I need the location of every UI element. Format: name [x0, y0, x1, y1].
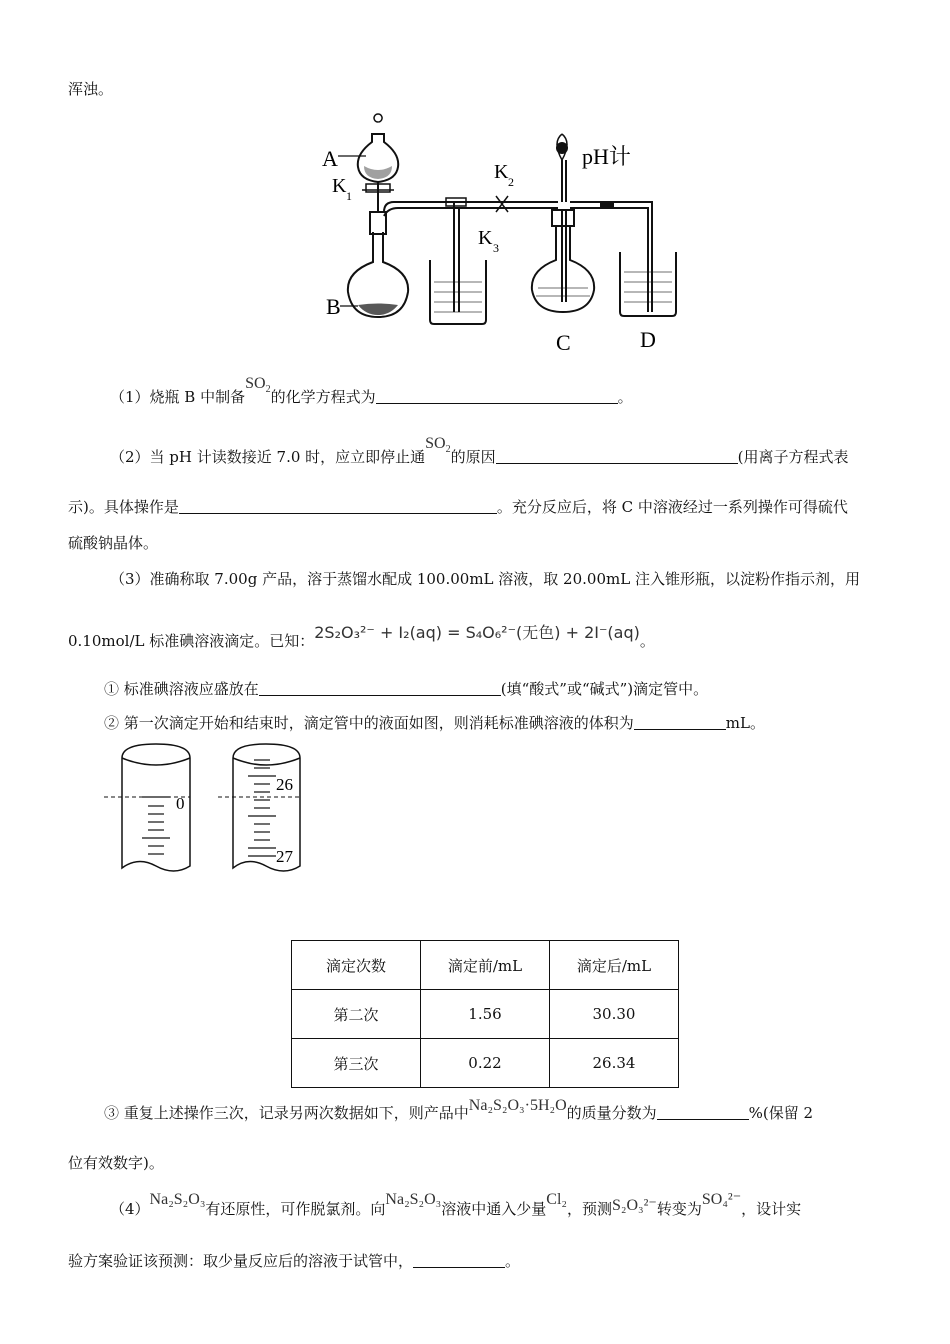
question-3-line1: （3）准确称取 7.00g 产品，溶于蒸馏水配成 100.00mL 溶液，取 20.00mL 注入锥形瓶，以淀粉作指示剂，用	[110, 570, 860, 588]
table-cell: 30.30	[550, 990, 679, 1039]
question-1: （1）烧瓶 B 中制备$SO_2$的化学方程式为 。	[110, 375, 633, 406]
svg-text:2: 2	[508, 175, 514, 189]
question-3-sub2: ② 第一次滴定开始和结束时，滴定管中的液面如图，则消耗标准碘溶液的体积为 mL。	[104, 714, 765, 732]
label-K2: K	[494, 161, 509, 183]
label-A: A	[322, 146, 338, 171]
svg-text:1: 1	[346, 189, 352, 203]
apparatus-diagram	[318, 112, 678, 357]
table-header: 滴定次数	[292, 941, 421, 990]
table-cell: 1.56	[421, 990, 550, 1039]
answer-blank-1[interactable]	[376, 389, 618, 404]
table-row	[292, 990, 679, 1039]
question-3-sub3-line2: 位有效数字)。	[68, 1154, 164, 1172]
table-cell: 0.22	[421, 1039, 550, 1088]
label-K3: K	[478, 227, 493, 249]
label-K1: K	[332, 175, 347, 197]
label-ph-meter: pH计	[582, 144, 631, 169]
table-cell: 第二次	[292, 990, 421, 1039]
label-B: B	[326, 294, 341, 319]
question-2-line2: 示)。具体操作是 。充分反应后，将 C 中溶液经过一系列操作可得硫代	[68, 498, 848, 516]
titration-data-table	[291, 940, 679, 1088]
svg-text:3: 3	[493, 241, 499, 255]
burette-right-top-label: 26	[276, 775, 293, 794]
burette-left-label: 0	[176, 794, 185, 813]
burette-diagram	[100, 740, 310, 880]
question-3-sub1: ① 标准碘溶液应盛放在 (填“酸式”或“碱式”)滴定管中。	[104, 680, 709, 698]
question-3-sub3: ③ 重复上述操作三次，记录另两次数据如下，则产品中Na₂S₂O₃·5H₂O的质量分数为 %(保留 2	[104, 1097, 814, 1122]
table-row	[292, 1039, 679, 1088]
question-4-line1: （4）Na₂S₂O₃有还原性，可作脱氯剂。向Na₂S₂O₃溶液中通入少量Cl₂，预测S₂O₃²⁻转变为SO₄²⁻，设计实	[110, 1191, 802, 1218]
table-cell: 第三次	[292, 1039, 421, 1088]
answer-blank-2a[interactable]	[496, 449, 738, 464]
question-4-line2: 验方案验证该预测：取少量反应后的溶液于试管中， 。	[68, 1252, 521, 1270]
question-2-line3: 硫酸钠晶体。	[68, 534, 159, 552]
table-header-row	[292, 941, 679, 990]
question-2-line1: （2）当 pH 计读数接近 7.0 时，应立即停止通$SO_2$的原因 (用离子方程式表	[110, 435, 849, 466]
answer-blank-3b[interactable]	[634, 715, 726, 730]
answer-blank-3a[interactable]	[259, 681, 501, 696]
table-cell: 26.34	[550, 1039, 679, 1088]
burette-right-bottom-label: 27	[276, 847, 293, 866]
question-3-line2: 0.10mol/L 标准碘溶液滴定。已知：2S₂O₃²⁻ + I₂(aq) = S₄O₆²⁻(无色) + 2I⁻(aq)。	[68, 628, 655, 651]
continued-text: 浑浊。	[68, 80, 114, 98]
label-D: D	[640, 327, 656, 352]
table-header: 滴定后/mL	[550, 941, 679, 990]
answer-blank-3c[interactable]	[657, 1105, 749, 1120]
table-header: 滴定前/mL	[421, 941, 550, 990]
titration-equation: 2S₂O₃²⁻ + I₂(aq) = S₄O₆²⁻(无色) + 2I⁻(aq)	[314, 623, 640, 642]
label-C: C	[556, 330, 571, 355]
answer-blank-2b[interactable]	[179, 499, 497, 514]
answer-blank-4[interactable]	[413, 1253, 505, 1268]
